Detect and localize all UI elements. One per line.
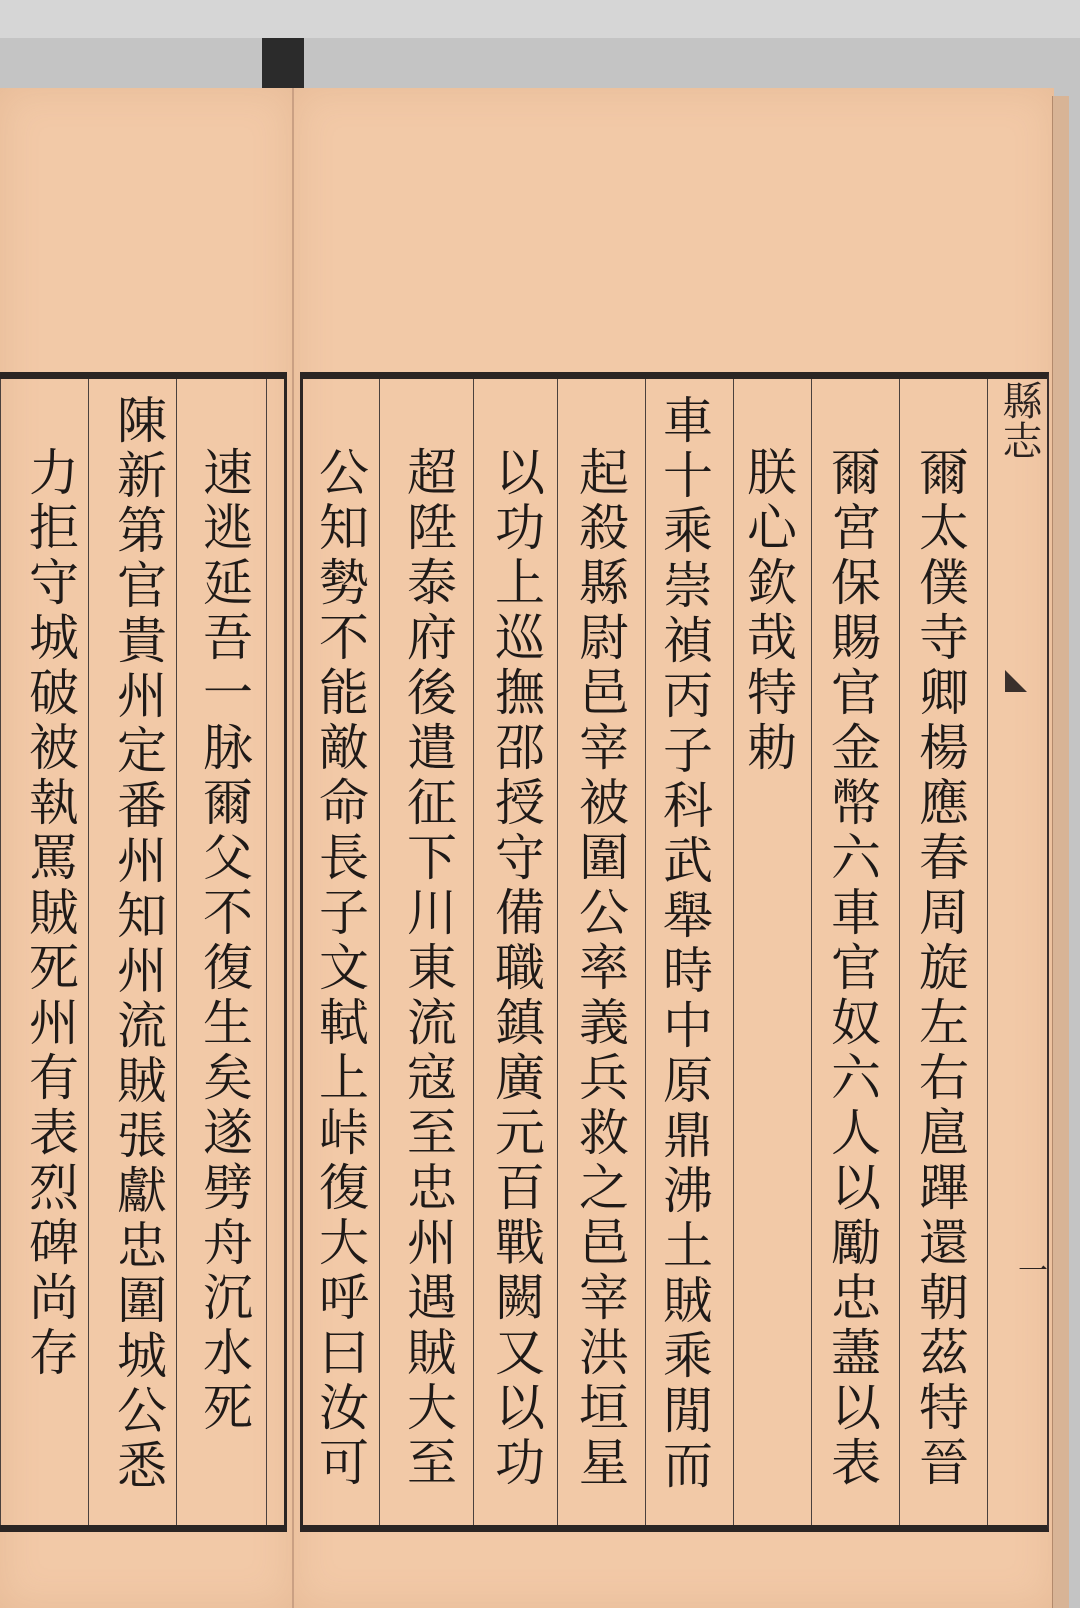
book-title-label: 縣志 <box>996 380 1042 460</box>
text-column-4: 車十乘崇禎丙子科武舉時中原鼎沸土賊乘閒而 <box>655 394 713 1494</box>
column-rule <box>88 379 89 1525</box>
top-bar <box>0 0 1080 38</box>
text-column-7: 超陞泰府後遣征下川東流寇至忠州遇賊大至 <box>399 446 457 1491</box>
column-rule <box>733 379 734 1525</box>
column-rule <box>266 379 267 1525</box>
text-column-6: 以功上巡撫邵授守備職鎮廣元百戰闕又以功 <box>487 446 545 1491</box>
text-column-9: 速逃延吾一脉爾父不復生矣遂劈舟沉水死 <box>195 446 253 1436</box>
spine-tab <box>262 38 304 90</box>
text-column-8: 公知勢不能敵命長子文軾上峠復大呼曰汝可 <box>311 446 369 1491</box>
page-edge <box>1052 96 1069 1608</box>
page-number: 一 <box>1018 1254 1048 1289</box>
text-column-11: 力拒守城破被執罵賊死州有表烈碑尚存 <box>21 446 79 1381</box>
text-column-3: 朕心欽哉特勅 <box>739 446 797 776</box>
column-rule <box>899 379 900 1525</box>
fish-tail-mark <box>1005 670 1027 692</box>
text-column-10: 陳新第官貴州定番州知州流賊張獻忠圍城公悉 <box>109 394 167 1494</box>
column-rule <box>379 379 380 1525</box>
text-column-5: 起殺縣尉邑宰被圍公率義兵救之邑宰洪垣星 <box>571 446 629 1491</box>
column-rule <box>811 379 812 1525</box>
column-rule <box>473 379 474 1525</box>
column-rule <box>987 379 988 1525</box>
column-rule <box>0 379 1 1525</box>
text-column-1: 爾太僕寺卿楊應春周旋左右扈蹕還朝茲特晉 <box>911 446 969 1491</box>
column-rule <box>557 379 558 1525</box>
column-rule <box>645 379 646 1525</box>
text-column-2: 爾宮保賜官金幣六車官奴六人以勵忠藎以表 <box>823 446 881 1491</box>
column-rule <box>176 379 177 1525</box>
